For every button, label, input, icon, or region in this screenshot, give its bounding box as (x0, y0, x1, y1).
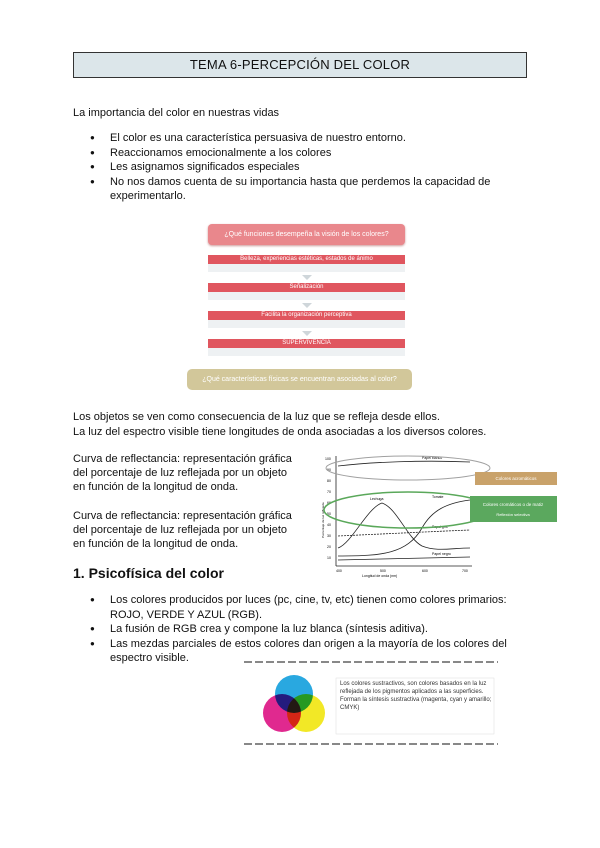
curve-label: Papel negro (432, 552, 451, 556)
light-line-1: Los objetos se ven como consecuencia de la luz que se refleja desde ellos. (73, 411, 440, 423)
curve-label: Lechuga (370, 497, 384, 501)
down-arrow-icon (302, 303, 312, 308)
y-axis-label: Porcentaje de luz reflejada (321, 502, 325, 538)
curve-label: Papel gris (432, 525, 448, 529)
x-tick: 400 (336, 569, 342, 573)
list-item: ● Reaccionamos emocionalmente a los colores (90, 146, 530, 161)
curve-label: Papel blanco (422, 456, 443, 460)
cmy-caption: Los colores sustractivos, son colores basados en la luz reflejada de los pigmentos aplicados a las superficies. Forman la síntesis sustractiva (magenta, cyan y amarillo; CMYK) (340, 681, 492, 711)
achromatic-ellipse (326, 456, 490, 480)
list-item: ● Las mezdas parciales de estos colores dan origen a la mayoría de los colores del espectro visible. (90, 637, 520, 666)
section1-bullet-list (90, 593, 520, 666)
curve-white (338, 461, 470, 466)
question-box-physical: ¿Qué características físicas se encuentran asociadas al color? (187, 369, 412, 390)
list-item: ● Los colores producidos por luces (pc, cine, tv, etc) tienen como colores primarios: ROJO, VERDE Y AZUL (RGB). (90, 593, 520, 622)
page-title: TEMA 6-PERCEPCIÓN DEL COLOR (73, 52, 527, 78)
y-tick: 60 (327, 501, 331, 505)
y-tick: 20 (327, 545, 331, 549)
flow-bar-survival: SUPERVIVENCIA (208, 339, 405, 348)
y-tick: 40 (327, 523, 331, 527)
curve-label: Tomate (432, 495, 444, 499)
intro-bullet-list (90, 131, 530, 204)
list-item: ● La fusión de RGB crea y compone la luz blanca (síntesis aditiva). (90, 622, 520, 637)
x-axis-label: Longitud de onda (nm) (362, 574, 398, 578)
yellow-circle (287, 694, 325, 732)
reflectance-line: en función de la longitud de onda. (73, 538, 239, 550)
flow-bar-beauty: Belleza, experiencias estéticas, estados de ánimo (208, 255, 405, 264)
y-tick: 50 (327, 512, 331, 516)
selective-label: Reflexión selectiva (496, 512, 530, 517)
y-tick: 80 (327, 479, 331, 483)
intro-heading: La importancia del color en nuestras vidas (73, 107, 280, 119)
achromatic-label: Colores acromáticos (495, 476, 537, 481)
x-tick: 700 (462, 569, 468, 573)
chromatic-label-box (470, 496, 557, 522)
y-tick: 90 (327, 468, 331, 472)
down-arrow-icon (302, 275, 312, 280)
reflectance-line: del porcentaje de luz reflejada por un objeto (73, 467, 288, 479)
reflectance-curve-figure (322, 448, 558, 578)
y-tick: 100 (325, 457, 331, 461)
flow-bar-signal: Señalización (208, 283, 405, 292)
y-tick: 30 (327, 534, 331, 538)
x-tick: 500 (380, 569, 386, 573)
chromatic-ellipse (324, 492, 492, 528)
functions-flow-diagram (208, 224, 405, 356)
down-arrow-icon (302, 331, 312, 336)
flow-bar-organization: Facilita la organización perceptiva (208, 311, 405, 320)
reflectance-line: del porcentaje de luz reflejada por un objeto (73, 524, 288, 536)
cmy-figure (244, 660, 498, 746)
y-tick: 70 (327, 490, 331, 494)
y-tick: 10 (327, 556, 331, 560)
curve-black (338, 557, 470, 560)
list-item: ● El color es una característica persuasiva de nuestro entorno. (90, 131, 530, 146)
x-tick: 600 (422, 569, 428, 573)
curve-grey (338, 530, 470, 536)
reflectance-line: Curva de reflectancia: representación gráfica (73, 510, 292, 522)
list-item: ● No nos damos cuenta de su importancia hasta que perdemos la capacidad de experimentarlo. (90, 175, 530, 204)
chromatic-label: Colores cromáticos o de matiz (482, 502, 544, 507)
reflectance-line: en función de la longitud de onda. (73, 481, 239, 493)
question-box-functions: ¿Qué funciones desempeña la visión de los colores? (208, 224, 405, 245)
light-line-2: La luz del espectro visible tiene longitudes de onda asociadas a los diversos colores. (73, 426, 487, 438)
reflectance-line: Curva de reflectancia: representación gráfica (73, 453, 292, 465)
list-item: ● Les asignamos significados especiales (90, 160, 530, 175)
section1-heading: 1. Psicofísica del color (73, 565, 224, 581)
